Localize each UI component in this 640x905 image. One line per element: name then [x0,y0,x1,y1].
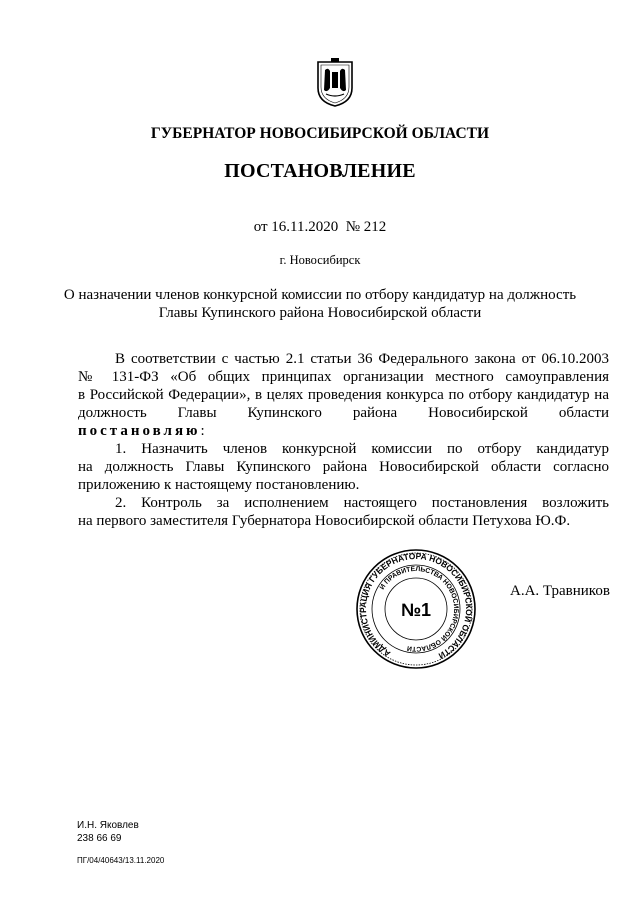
resolution-colon: : [200,423,205,439]
seal-inner-text: И ПРАВИТЕЛЬСТВА НОВОСИБИРСКОЙ ОБЛАСТИ [378,565,460,653]
document-date-number [0,219,640,236]
subject-line-2: Главы Купинского района Новосибирской области [158,305,482,321]
item-2-line-2: на первого заместителя Губернатора Новосибирской области Петухова Ю.Ф. [78,513,571,529]
resolution-line [78,422,609,440]
paragraph-1-line-4: должность Главы Купинского района Новосибирской области [78,405,609,421]
item-1-line-3: приложению к настоящему постановлению. [78,477,360,493]
document-body [78,350,609,530]
document-city: г. Новосибирск [279,253,361,267]
registration-number: ПГ/04/40643/13.11.2020 [77,856,165,865]
paragraph-1-line-3: в Российской Федерации», в целях проведения конкурса по отбору кандидатур на [78,387,609,403]
resolution-word: постановляю [78,423,201,439]
paragraph-1-line-2: № 131-ФЗ «Об общих принципах организации местного самоуправления [78,369,609,385]
official-seal [355,548,477,670]
item-2-line-1: 2. Контроль за исполнением настоящего постановления возложить [115,495,609,511]
seal-outer-text: АДМИНИСТРАЦИЯ ГУБЕРНАТОРА НОВОСИБИРСКОЙ ОБЛАСТИ [357,550,475,662]
item-1-line-2: на должность Главы Купинского района Новосибирской области согласно [78,459,609,475]
document-type: ПОСТАНОВЛЕНИЕ [224,160,416,182]
subject-line-1: О назначении членов конкурсной комиссии по отбору кандидатур на должность [63,287,577,303]
signatory-name: А.А. Травников [510,583,610,599]
coat-of-arms-icon [316,58,354,108]
executor-phone: 238 66 69 [77,833,122,844]
issuing-authority: ГУБЕРНАТОР НОВОСИБИРСКОЙ ОБЛАСТИ [150,125,490,142]
item-1-line-1: 1. Назначить членов конкурсной комиссии по отбору кандидатур [115,441,609,457]
executor-name: И.Н. Яковлев [77,820,139,831]
document-date: от 16.11.2020 [253,219,339,235]
paragraph-1-line-1: В соответствии с частью 2.1 статьи 36 Федерального закона от 06.10.2003 [115,351,609,367]
document-subject [0,286,640,322]
document-number: № 212 [345,219,387,235]
seal-center-number: №1 [400,600,432,620]
